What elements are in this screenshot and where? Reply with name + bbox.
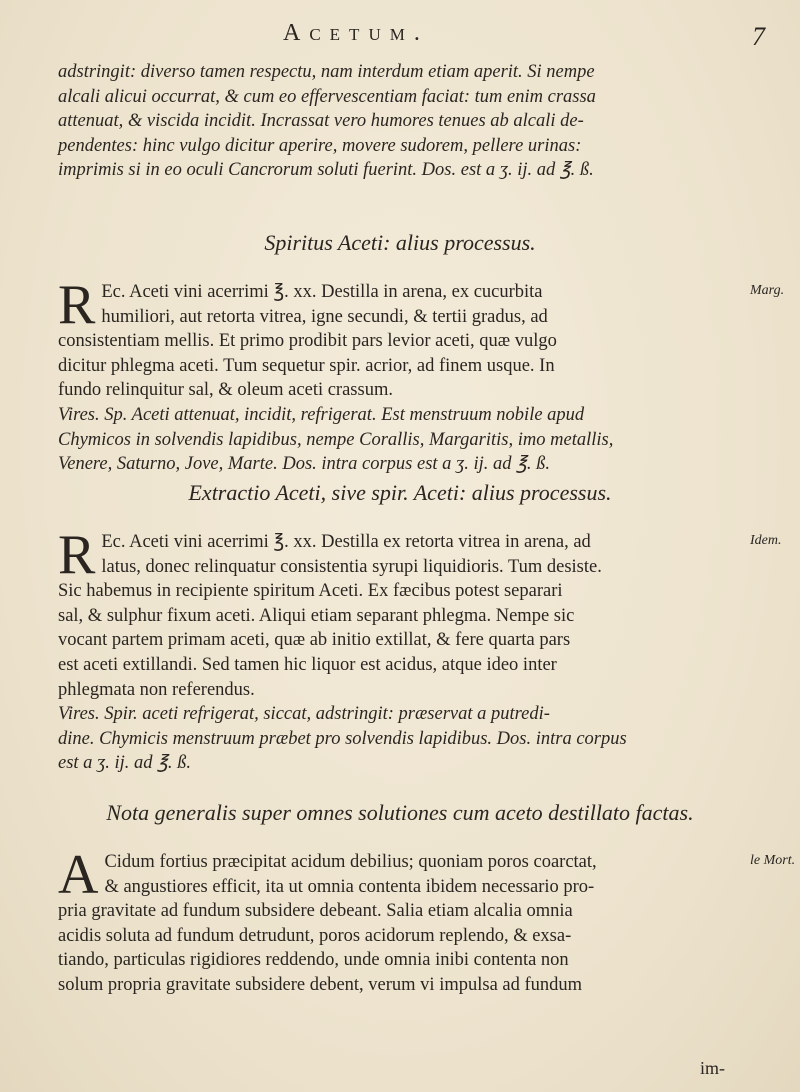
section-body-spiritus: [58, 274, 738, 477]
page-header: [0, 20, 800, 54]
text-line: Ec. Aceti vini acerrimi ℥. xx. Destilla in arena, ex cucurbita: [101, 282, 543, 302]
text-line: tiando, particulas rigidiores reddendo, unde omnia inibi contenta non: [58, 950, 569, 971]
section-body-nota: [58, 844, 738, 998]
text-line: acidis soluta ad fundum detrudunt, poros acidorum replendo, & exsa-: [58, 925, 572, 946]
text-line: consistentiam mellis. Et primo prodibit pars levior aceti, quæ vulgo: [58, 331, 557, 352]
text-line: fundo relinquitur sal, & oleum aceti crassum.: [58, 380, 393, 401]
text-line: dine. Chymicis menstruum præbet pro solvendis lapidibus. Dos. intra corpus: [58, 728, 627, 749]
drop-cap: R: [58, 274, 96, 336]
text-line: est a ʒ. ij. ad ℥. ß.: [58, 753, 191, 774]
text-line: phlegmata non referendus.: [58, 679, 255, 700]
text-line: latus, donec relinquatur consistentia syrupi liquidioris. Tum desiste.: [101, 556, 602, 577]
text-line: Chymicos in solvendis lapidibus, nempe Corallis, Margaritis, imo metallis,: [58, 429, 614, 450]
section-heading-nota: Nota generalis super omnes solutiones cum aceto destillato factas.: [106, 800, 694, 825]
section-heading-spiritus: Spiritus Aceti: alius processus.: [264, 230, 536, 255]
text-line: Venere, Saturno, Jove, Marte. Dos. intra corpus est a ʒ. ij. ad ℥. ß.: [58, 454, 550, 475]
text-line: humiliori, aut retorta vitrea, igne secundi, & tertii gradus, ad: [101, 306, 548, 327]
margin-note: Idem.: [750, 533, 782, 548]
text-line: est aceti extillandi. Sed tamen hic liquor est acidus, atque ideo inter: [58, 654, 557, 675]
section-heading-extractio: Extractio Aceti, sive spir. Aceti: alius processus.: [188, 480, 612, 505]
margin-note: le Mort.: [750, 853, 796, 868]
text-line: pria gravitate ad fundum subsidere debeant. Salia etiam alcalia omnia: [58, 901, 573, 922]
text-line: Vires. Sp. Aceti attenuat, incidit, refrigerat. Est menstruum nobile apud: [58, 404, 585, 425]
running-title: Acetum.: [283, 20, 429, 46]
text-line: solum propria gravitate subsidere debent, verum vi impulsa ad fundum: [58, 974, 583, 995]
margin-note: Marg.: [750, 283, 785, 298]
text-line: Sic habemus in recipiente spiritum Aceti. Ex fæcibus potest separari: [58, 581, 563, 602]
text-line: attenuat, & viscida incidit. Incrassat vero humores tenues ab alcali de-: [58, 111, 584, 132]
text-line: & angustiores efficit, ita ut omnia contenta ibidem necessario pro-: [104, 876, 595, 897]
text-line: dicitur phlegma aceti. Tum sequetur spir. acrior, ad finem usque. In: [58, 355, 555, 376]
text-line: alcali alicui occurrat, & cum eo effervescentiam faciat: tum enim crassa: [58, 86, 596, 107]
page-number: 7: [752, 22, 765, 51]
catchword: im-: [700, 1058, 725, 1078]
text-line: imprimis si in eo oculi Cancrorum soluti fuerint. Dos. est a ʒ. ij. ad ℥. ß.: [58, 160, 594, 181]
text-line: vocant partem primam aceti, quæ ab initio extillat, & fere quarta pars: [58, 630, 571, 651]
text-line: sal, & sulphur fixum aceti. Aliqui etiam separant phlegma. Nempe sic: [58, 605, 575, 626]
drop-cap: R: [58, 524, 96, 586]
drop-cap: A: [58, 844, 99, 906]
section-body-extractio: [58, 524, 738, 776]
top-paragraph: [58, 60, 738, 183]
text-line: Cidum fortius præcipitat acidum debilius; quoniam poros coarctat,: [104, 852, 597, 872]
text-line: Ec. Aceti vini acerrimi ℥. xx. Destilla ex retorta vitrea in arena, ad: [101, 532, 591, 552]
text-line: pendentes: hinc vulgo dicitur aperire, movere sudorem, pellere urinas:: [58, 135, 582, 156]
text-line: Vires. Spir. aceti refrigerat, siccat, adstringit: præservat a putredi-: [58, 704, 550, 725]
text-line: adstringit: diverso tamen respectu, nam interdum etiam aperit. Si nempe: [58, 62, 595, 82]
